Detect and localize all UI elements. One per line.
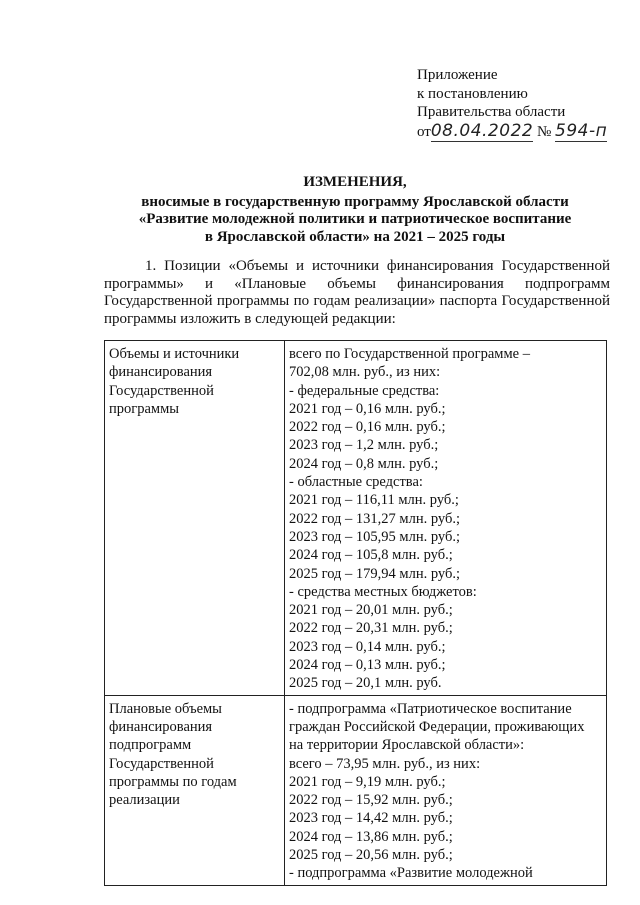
row-value-line: - подпрограмма «Патриотическое воспитание xyxy=(289,700,572,717)
row-value-line: - областные средства: xyxy=(289,474,423,491)
row-value-line: - подпрограмма «Развитие молодежной xyxy=(289,865,533,882)
row-value-line: - федеральные средства: xyxy=(289,382,440,399)
row-value-line: 2023 год – 14,42 млн. руб.; xyxy=(289,810,453,827)
row-value-line: 2021 год – 9,19 млн. руб.; xyxy=(289,773,446,790)
appendix-line-2: к постановлению xyxy=(417,85,528,102)
row-label-line: Плановые объемы xyxy=(109,700,222,717)
document-title xyxy=(100,174,610,246)
row-value-line: 2023 год – 1,2 млн. руб.; xyxy=(289,437,439,454)
row-label-line: Государственной xyxy=(109,755,214,772)
row-value-line: 2021 год – 20,01 млн. руб.; xyxy=(289,602,453,619)
row-value-line: всего – 73,95 млн. руб., из них: xyxy=(289,755,481,772)
row-value-line: 2025 год – 179,94 млн. руб.; xyxy=(289,565,460,582)
title-line-1: вносимые в государственную программу Ярославской области xyxy=(141,193,569,210)
row-value-line: 2022 год – 131,27 млн. руб.; xyxy=(289,510,460,527)
row-value-line: - средства местных бюджетов: xyxy=(289,583,477,600)
row-value-line: 2025 год – 20,56 млн. руб.; xyxy=(289,847,453,864)
row-label-cell xyxy=(105,695,285,885)
row-label-line: реализации xyxy=(109,792,180,809)
table-row xyxy=(105,341,607,696)
date-prefix: от xyxy=(417,123,431,140)
row-value-line: граждан Российской Федерации, проживающих xyxy=(289,718,585,735)
row-value-line: 2023 год – 105,95 млн. руб.; xyxy=(289,528,460,545)
row-label-line: финансирования xyxy=(109,364,213,381)
row-value-line: на территории Ярославской области»: xyxy=(289,737,525,754)
row-value-cell xyxy=(285,341,607,696)
row-value-line: 2022 год – 20,31 млн. руб.; xyxy=(289,620,453,637)
row-value-line: 2024 год – 13,86 млн. руб.; xyxy=(289,828,453,845)
row-label-line: Объемы и источники xyxy=(109,346,240,362)
row-value-line: всего по Государственной программе – xyxy=(289,346,530,362)
row-label-cell xyxy=(105,341,285,696)
date-number-line xyxy=(417,122,607,143)
row-label-line: программы xyxy=(109,400,179,417)
title-heading: ИЗМЕНЕНИЯ, xyxy=(303,174,407,190)
row-value-line: 2022 год – 0,16 млн. руб.; xyxy=(289,419,446,436)
row-value-line: 2021 год – 0,16 млн. руб.; xyxy=(289,400,446,417)
row-value-line: 2023 год – 0,14 млн. руб.; xyxy=(289,638,446,655)
handwritten-date: 08.04.2022 xyxy=(430,120,534,141)
row-value-line: 2024 год – 0,13 млн. руб.; xyxy=(289,657,446,674)
table-clip xyxy=(100,336,615,882)
row-value-line: 702,08 млн. руб., из них: xyxy=(289,364,441,381)
appendix-line-1: Приложение xyxy=(417,67,498,83)
passport-table xyxy=(104,340,607,886)
row-value-cell xyxy=(285,695,607,885)
row-value-line: 2024 год – 0,8 млн. руб.; xyxy=(289,455,439,472)
row-label-line: подпрограмм xyxy=(109,737,192,754)
appendix-block xyxy=(417,66,607,142)
row-label-line: финансирования xyxy=(109,718,213,735)
handwritten-number: 594-п xyxy=(555,120,608,141)
appendix-line-3: Правительства области xyxy=(417,104,566,120)
row-value-line: 2025 год – 20,1 млн. руб. xyxy=(289,675,442,692)
title-line-2: «Развитие молодежной политики и патриотическое воспитание xyxy=(138,211,572,227)
table-row xyxy=(105,695,607,885)
row-value-line: 2021 год – 116,11 млн. руб.; xyxy=(289,492,459,509)
row-label-line: Государственной xyxy=(109,382,214,399)
row-value-line: 2024 год – 105,8 млн. руб.; xyxy=(289,547,453,564)
row-value-line: 2022 год – 15,92 млн. руб.; xyxy=(289,792,453,809)
body-paragraph: 1. Позиции «Объемы и источники финансирования Государственной программы» и «Плановые объемы финансирования подпрограмм Государственной программы по годам реализации» паспорта Государственной программы изложить в следующей редакции: xyxy=(104,258,610,327)
title-line-3: в Ярославской области» на 2021 – 2025 годы xyxy=(204,228,506,245)
number-prefix: № xyxy=(536,123,552,140)
row-label-line: программы по годам xyxy=(109,773,237,790)
